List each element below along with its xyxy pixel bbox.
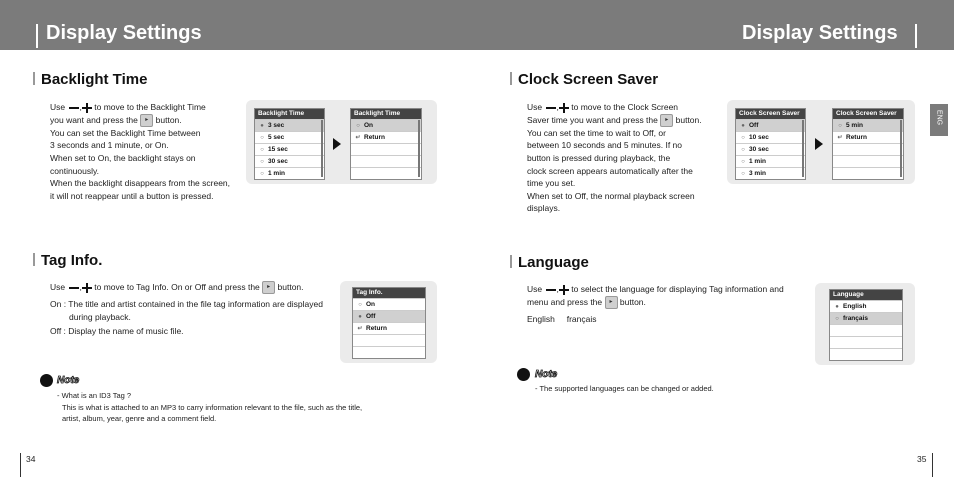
section-title-tag: Tag Info. (33, 252, 102, 270)
tag-instructions: Use , to move to Tag Info. On or Off and press the ▸ button. On : The title and artist contained in the file tag information are displayed during playback. Off : Display the name of music file. (50, 282, 323, 337)
minus-icon (546, 289, 556, 291)
clock-instructions: Use , to move to the Clock Screen Saver time you want and press the ▸ button. You can set the time to wait to Off, or between 10 seconds and 5 minutes. If no button is pressed during playback, the clock screen appears automatically after the time you set. When set to Off, the normal playback screen displays. (527, 102, 702, 214)
note-bullet-icon (517, 368, 530, 381)
enter-button-icon: ▸ (605, 296, 618, 309)
language-side-tab: ENG (930, 104, 948, 136)
section-title-language: Language (510, 254, 589, 272)
minus-icon (546, 107, 556, 109)
arrow-right-icon (815, 138, 823, 150)
note-right-text: - The supported languages can be changed or added. (535, 384, 714, 393)
header-divider (36, 24, 38, 48)
enter-button-icon: ▸ (140, 114, 153, 127)
clock-menu-screen: Clock Screen Saver ● Off ○ 10 sec ○ 30 sec ○ 1 min ○ 3 min (735, 108, 806, 180)
page-marker-line (932, 453, 933, 477)
note-bullet-icon (40, 374, 53, 387)
tag-menu-screen: Tag Info. ○ On ● Off ↵ Return (352, 287, 426, 359)
plus-icon (559, 103, 569, 113)
backlight-submenu-screen: Backlight Time ○ On ↵ Return (350, 108, 422, 180)
right-page-title: Display Settings (742, 22, 898, 44)
section-title-backlight: Backlight Time (33, 71, 147, 89)
clock-submenu-screen: Clock Screen Saver ○ 5 min ↵ Return (832, 108, 904, 180)
page-marker-line (20, 453, 21, 477)
note-label: Note (57, 375, 80, 386)
section-title-clock: Clock Screen Saver (510, 71, 658, 89)
language-instructions: Use , to select the language for displaying Tag information and menu and press the ▸ button. English français (527, 284, 784, 324)
note-left-text: - What is an ID3 Tag ? This is what is attached to an MP3 to carry information relevant to the file, such as the title, artist, album, year, genre and a comment field. (57, 391, 363, 423)
plus-icon (559, 285, 569, 295)
note-label: Note (535, 369, 558, 380)
backlight-instructions: Use , to move to the Backlight Time you want and press the ▸ button. You can set the Backlight Time between 3 seconds and 1 minute, or On. When set to On, the backlight stays on continuously. When the backlight disappears from the screen, it will not reappear until a button is pressed. (50, 102, 231, 201)
enter-button-icon: ▸ (660, 114, 673, 127)
minus-icon (69, 287, 79, 289)
page-number-left: 34 (26, 454, 36, 464)
minus-icon (69, 107, 79, 109)
backlight-menu-screen: Backlight Time ● 3 sec ○ 5 sec ○ 15 sec ○ 30 sec ○ 1 min (254, 108, 325, 180)
language-menu-screen: Language ● English ○ français (829, 289, 903, 361)
enter-button-icon: ▸ (262, 281, 275, 294)
page-number-right: 35 (917, 454, 927, 464)
arrow-right-icon (333, 138, 341, 150)
plus-icon (82, 283, 92, 293)
left-page-title: Display Settings (46, 22, 202, 44)
header-divider (915, 24, 917, 48)
plus-icon (82, 103, 92, 113)
